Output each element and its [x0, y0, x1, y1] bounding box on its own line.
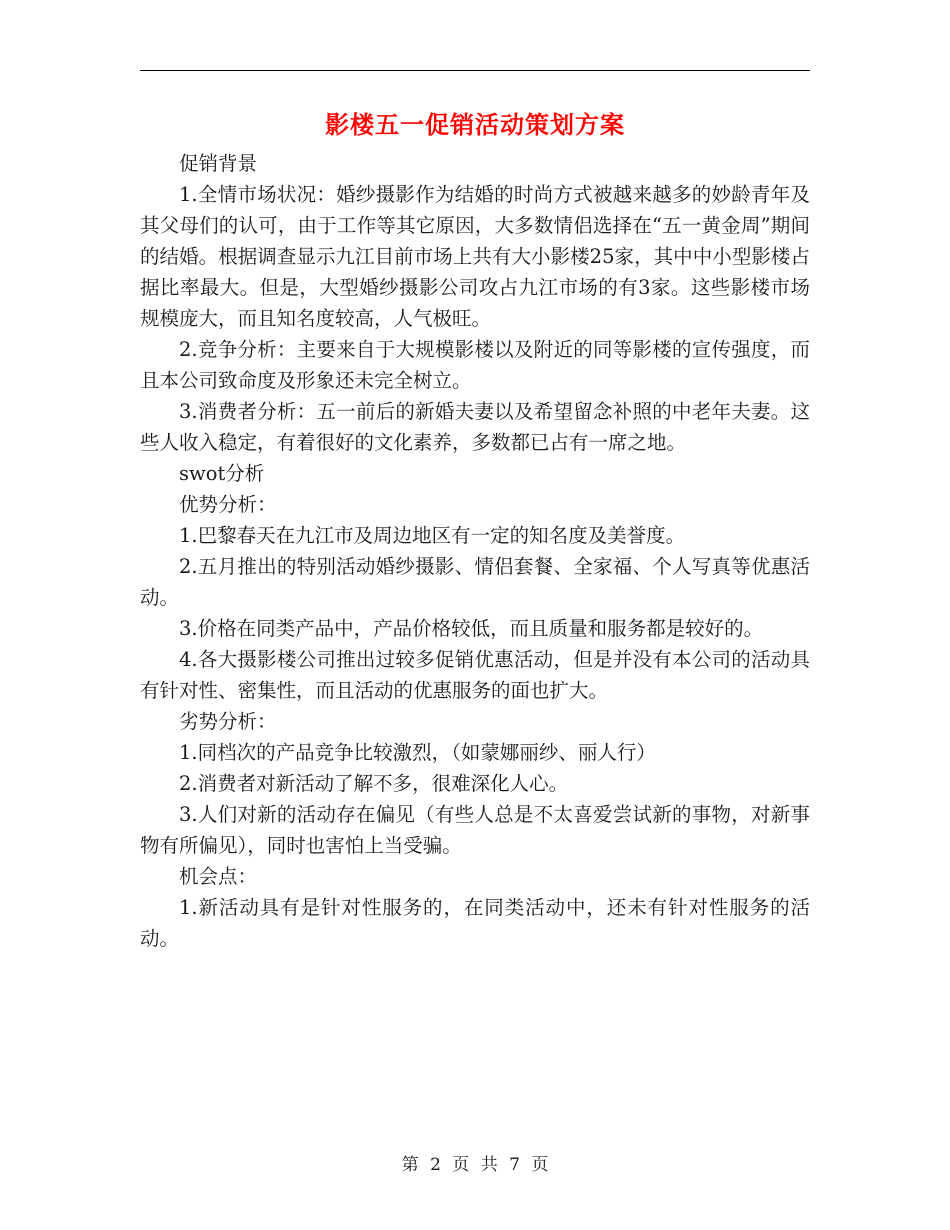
paragraph-strength-3: 3.价格在同类产品中，产品价格较低，而且质量和服务都是较好的。	[179, 617, 764, 640]
page-number: 第 2 页 共 7 页	[401, 1155, 549, 1175]
paragraph-heading-swot: swot分析	[179, 462, 265, 485]
paragraph-strength-2: 2.五月推出的特别活动婚纱摄影、情侣套餐、全家福、个人写真等优惠活动。	[140, 555, 810, 609]
paragraph-consumer: 3.消费者分析：五一前后的新婚夫妻以及希望留念补照的中老年夫妻。这些人收入稳定，有着很好的文化素养，多数都已占有一席之地。	[140, 400, 810, 454]
header-rule	[140, 70, 810, 71]
document-body	[140, 148, 810, 954]
paragraph-heading-opportunities: 机会点：	[179, 865, 258, 888]
paragraph-heading-strengths: 优势分析：	[179, 493, 277, 516]
paragraph-strength-4: 4.各大摄影楼公司推出过较多促销优惠活动，但是并没有本公司的活动具有针对性、密集性，而且活动的优惠服务的面也扩大。	[140, 648, 810, 702]
paragraph-weakness-2: 2.消费者对新活动了解不多，很难深化人心。	[179, 772, 569, 795]
paragraph-weakness-3: 3.人们对新的活动存在偏见（有些人总是不太喜爱尝试新的事物，对新事物有所偏见），同时也害怕上当受骗。	[140, 803, 810, 857]
paragraph-opportunity-1: 1.新活动具有是针对性服务的，在同类活动中，还未有针对性服务的活动。	[140, 896, 810, 950]
paragraph-heading-background: 促销背景	[179, 152, 258, 175]
paragraph-heading-weaknesses: 劣势分析：	[179, 710, 277, 733]
paragraph-weakness-1: 1.同档次的产品竞争比较激烈，（如蒙娜丽纱、丽人行）	[179, 741, 656, 764]
paragraph-strength-1: 1.巴黎春天在九江市及周边地区有一定的知名度及美誉度。	[179, 524, 686, 547]
document-title: 影楼五一促销活动策划方案	[325, 110, 625, 139]
paragraph-competition: 2.竞争分析：主要来自于大规模影楼以及附近的同等影楼的宣传强度，而且本公司致命度及形象还未完全树立。	[140, 338, 810, 392]
paragraph-market-status: 1.全情市场状况：婚纱摄影作为结婚的时尚方式被越来越多的妙龄青年及其父母们的认可，由于工作等其它原因，大多数情侣选择在“五一黄金周”期间的结婚。根据调查显示九江目前市场上共有大小影楼25家，其中中小型影楼占据比率最大。但是，大型婚纱摄影公司攻占九江市场的有3家。这些影楼市场规模庞大，而且知名度较高，人气极旺。	[140, 183, 810, 330]
